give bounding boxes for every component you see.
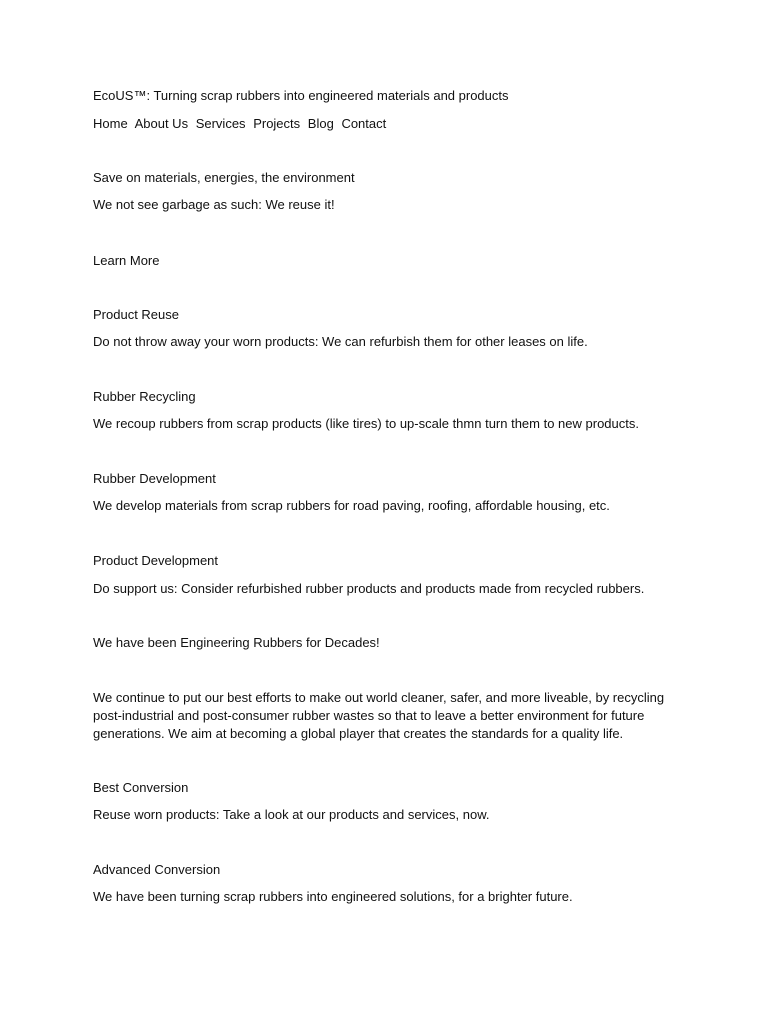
about-heading: We have been Engineering Rubbers for Decades!: [93, 635, 380, 650]
nav-item-blog[interactable]: Blog: [307, 116, 334, 131]
conversion-title-advanced: Advanced Conversion: [93, 862, 221, 877]
feature-text-product-development: Do support us: Consider refurbished rubber products and products made from recycled rubbers.: [93, 581, 645, 596]
nav-item-about-us[interactable]: About Us: [134, 116, 189, 131]
nav-item-home[interactable]: Home: [93, 116, 128, 131]
nav-item-contact[interactable]: Contact: [341, 116, 387, 131]
document-page: [93, 0, 693, 1024]
about-body: We continue to put our best efforts to make out world cleaner, safer, and more liveable, by recycling post-industrial and post-consumer rubber wastes so that to leave a better environment for future generations. We aim at becoming a global player that creates the standards for a quality life.: [93, 690, 665, 741]
conversion-text-advanced: We have been turning scrap rubbers into engineered solutions, for a brighter future.: [93, 889, 573, 904]
feature-title-product-development: Product Development: [93, 553, 219, 568]
feature-text-product-reuse: Do not throw away your worn products: We can refurbish them for other leases on life.: [93, 334, 588, 349]
main-nav: [93, 115, 386, 133]
hero-subline: We not see garbage as such: We reuse it!: [93, 197, 335, 212]
nav-item-services[interactable]: Services: [195, 116, 246, 131]
feature-title-rubber-recycling: Rubber Recycling: [93, 389, 196, 404]
feature-text-rubber-development: We develop materials from scrap rubbers for road paving, roofing, affordable housing, etc.: [93, 498, 610, 513]
feature-title-product-reuse: Product Reuse: [93, 307, 179, 322]
feature-text-rubber-recycling: We recoup rubbers from scrap products (like tires) to up-scale thmn turn them to new products.: [93, 416, 639, 431]
nav-item-projects[interactable]: Projects: [253, 116, 301, 131]
feature-title-rubber-development: Rubber Development: [93, 471, 216, 486]
hero-headline: Save on materials, energies, the environment: [93, 170, 355, 185]
site-title: EcoUS™: Turning scrap rubbers into engineered materials and products: [93, 88, 509, 103]
conversion-title-best: Best Conversion: [93, 780, 189, 795]
learn-more-link[interactable]: Learn More: [93, 253, 160, 268]
conversion-text-best: Reuse worn products: Take a look at our products and services, now.: [93, 807, 490, 822]
